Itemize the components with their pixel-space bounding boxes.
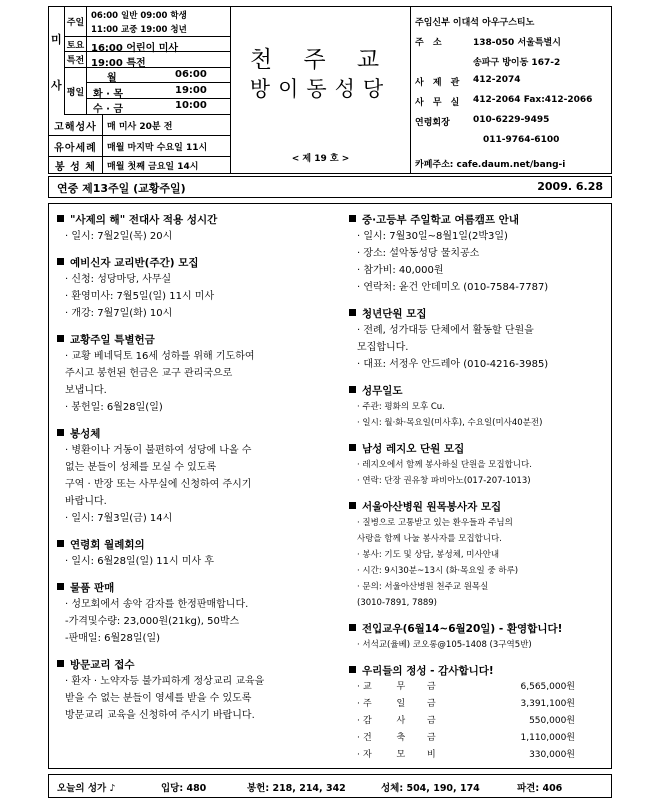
offering-row	[357, 696, 609, 713]
bullet-icon	[57, 258, 64, 265]
notice-section	[57, 657, 339, 724]
bullet-icon	[57, 215, 64, 222]
bullet-icon	[349, 386, 356, 393]
council-phone-1: 010-6229-9495	[473, 115, 550, 125]
notice-line: · 질병으로 고통받고 있는 환우들과 주님의	[357, 518, 513, 528]
date-bar	[48, 176, 612, 198]
notice-line: · 대표: 서정우 안드레아 (010-4216-3985)	[357, 359, 549, 370]
notice-line: · 신청: 성당마당, 사무실	[65, 274, 172, 285]
offering-amount: 6,565,000원	[520, 682, 575, 692]
notice-line: · 전례, 성가대등 단체에서 활동할 단원을	[357, 325, 534, 336]
offering-dot: ·	[357, 750, 360, 760]
special-label: 특전	[65, 52, 87, 67]
notice-line: · 일시: 7월2일(목) 20시	[65, 231, 173, 242]
offering-row	[357, 679, 609, 696]
offering-label: 비	[427, 750, 436, 760]
offering-key: 교 무	[363, 682, 417, 692]
notice-line: 사랑을 함께 나눌 봉사자를 모집합니다.	[357, 534, 502, 544]
weekday-day: 화 · 목	[93, 89, 124, 100]
notice-title	[57, 332, 339, 348]
offering-amount: 330,000원	[529, 750, 575, 760]
notice-title-text: 물품 판매	[70, 582, 115, 594]
bullet-icon	[349, 624, 356, 631]
notice-line: 주시고 봉헌된 헌금은 교구 관리국으로	[65, 368, 233, 379]
left-column	[57, 212, 339, 734]
saturday-mass-row	[65, 37, 231, 52]
offering-label: 금	[427, 716, 436, 726]
bullet-icon	[349, 309, 356, 316]
weekday-row-tue-thu	[87, 83, 231, 99]
bullet-icon	[57, 540, 64, 547]
notice-title	[57, 255, 339, 271]
offering-amount: 550,000원	[529, 716, 575, 726]
notice-title-text: 우리들의 정성 - 감사합니다!	[362, 665, 494, 677]
notice-line: · 레지오에서 함께 봉사하실 단원을 모집합니다.	[357, 460, 532, 470]
notice-section	[57, 332, 339, 416]
notice-title	[57, 212, 339, 228]
notice-line: (3010-7891, 7889)	[357, 598, 437, 608]
bulletin-header	[48, 6, 612, 174]
offering-key: 자 모	[363, 750, 417, 760]
notice-line: · 일시: 월·화·목요일(미사후), 수요일(미사40분전)	[357, 418, 543, 428]
hymn-entrance: 입당: 480	[161, 783, 207, 794]
council-key: 연령회장	[415, 118, 450, 128]
address-line1: 138-050 서울특별시	[473, 38, 561, 48]
notice-line: · 개강: 7월7일(화) 10시	[65, 308, 173, 319]
notice-line: · 봉사: 기도 및 상담, 봉성체, 미사안내	[357, 550, 500, 560]
offering-row	[357, 747, 609, 764]
sunday-line1: 06:00 일반 09:00 학생	[91, 11, 187, 21]
offering-amount: 3,391,100원	[520, 699, 575, 709]
notice-line: 보냅니다.	[65, 385, 107, 396]
offering-list	[349, 679, 609, 764]
confession-value: 매 미사 20분 전	[107, 122, 173, 132]
saturday-value: 16:00 어린이 미사	[91, 43, 179, 54]
weekday-label: 평일	[65, 68, 87, 114]
offering-row	[357, 713, 609, 730]
church-title-line2: 방이동성당	[249, 77, 392, 101]
notice-title-text: 전입교우(6월14~6월20일) - 환영합니다!	[362, 623, 563, 635]
notice-line: · 교황 베네딕토 16세 성하를 위해 기도하여	[65, 351, 255, 362]
notice-section	[349, 383, 609, 431]
anointing-value: 매월 첫째 금요일 14시	[107, 162, 199, 172]
title-box	[231, 7, 411, 173]
weekday-row-wed-fri	[87, 99, 231, 114]
bullet-icon	[349, 502, 356, 509]
offering-label: 금	[427, 682, 436, 692]
confession-label: 고해성사	[49, 115, 103, 135]
mass-side-label	[49, 7, 65, 115]
sunday-line2: 11:00 교중 19:00 청년	[91, 25, 187, 35]
offering-dot: ·	[357, 733, 360, 743]
notice-line: · 일시: 7월30일~8월1일(2박3일)	[357, 231, 508, 242]
notice-section	[349, 441, 609, 489]
notice-line: 방문교리 교육을 신청하여 주시기 바랍니다.	[65, 710, 255, 721]
bullet-icon	[349, 444, 356, 451]
notice-line: · 서석교(율베) 코오롱@105-1408 (3구역5반)	[357, 640, 532, 650]
notice-title	[57, 657, 339, 673]
council-phone-2: 011-9764-6100	[483, 135, 560, 145]
hymn-label: 오늘의 성가 ♪	[57, 783, 116, 794]
notice-title-text: 서울아산병원 원목봉사자 모집	[362, 501, 502, 513]
notice-title	[349, 212, 609, 228]
notice-line: · 환영미사: 7월5일(일) 11시 미사	[65, 291, 215, 302]
offering-key: 감 사	[363, 716, 417, 726]
infant-baptism-value: 매월 마지막 수요일 11시	[107, 143, 208, 153]
offering-amount: 1,110,000원	[520, 733, 575, 743]
hymn-footer	[48, 774, 612, 798]
notice-line: · 봉헌일: 6월28일(일)	[65, 402, 163, 413]
sunday-label: 주일	[65, 7, 87, 36]
notice-title	[57, 580, 339, 596]
confession-row	[49, 115, 231, 136]
notice-line: · 환자 · 노약자등 불가피하게 정상교리 교육을	[65, 676, 265, 687]
offering-dot: ·	[357, 682, 360, 692]
rectory-phone: 412-2074	[473, 75, 521, 85]
rectory-key: 사 제 관	[415, 78, 463, 88]
notice-line: · 병환이나 거동이 불편하여 성당에 나올 수	[65, 445, 252, 456]
bullet-icon	[57, 335, 64, 342]
issue-number: < 제 19 호 >	[291, 154, 350, 164]
notice-section	[349, 663, 609, 764]
notice-section	[349, 499, 609, 611]
notice-section	[57, 212, 339, 245]
notice-title	[349, 621, 609, 637]
church-title-line1: 천 주 교	[249, 47, 392, 73]
notice-line: · 주관: 평화의 모후 Cu.	[357, 402, 445, 412]
notice-line: · 시간: 9시30분~13시 (화·목요일 중 하루)	[357, 566, 519, 576]
notice-line: · 일시: 7월3일(금) 14시	[65, 513, 173, 524]
offering-label: 금	[427, 699, 436, 709]
notice-title-text: 방문교리 접수	[70, 659, 135, 671]
anointing-label: 봉 성 체	[49, 157, 103, 173]
notice-title-text: 청년단원 모집	[362, 308, 427, 320]
offering-row	[357, 730, 609, 747]
hymn-communion: 성체: 504, 190, 174	[381, 783, 480, 794]
address-key: 주 소	[415, 38, 445, 48]
notice-title-text: 예비신자 교리반(주간) 모집	[70, 257, 199, 269]
bulletin-date: 2009. 6.28	[537, 180, 603, 193]
address-line2: 송파구 방이동 167-2	[473, 58, 561, 68]
weekday-day: 수 · 금	[93, 104, 124, 115]
notice-line: 구역 · 반장 또는 사무실에 신청하여 주시기	[65, 479, 252, 490]
notice-line: 받을 수 없는 분들이 영세를 받을 수 있도록	[65, 693, 252, 704]
office-key: 사 무 실	[415, 98, 463, 108]
sunday-mass-row	[65, 7, 231, 37]
notice-title	[349, 383, 609, 399]
notice-line: 바랍니다.	[65, 496, 107, 507]
weekday-time: 10:00	[175, 100, 207, 111]
notice-line: · 일시: 6월28일(일) 11시 미사 후	[65, 556, 214, 567]
bullet-icon	[57, 583, 64, 590]
notice-line: · 문의: 서울아산병원 천주교 원목실	[357, 582, 489, 592]
notice-title-text: 중·고등부 주일학교 여름캠프 안내	[362, 214, 519, 226]
notice-line: · 성모회에서 송악 감자를 한정판매합니다.	[65, 599, 249, 610]
notice-title	[349, 306, 609, 322]
notice-section	[349, 212, 609, 296]
right-column	[349, 212, 609, 774]
infant-baptism-row	[49, 136, 231, 157]
mass-side-label-top: 미	[51, 33, 62, 46]
notice-title	[349, 663, 609, 679]
weekday-row-mon	[87, 68, 231, 83]
notice-title	[349, 499, 609, 515]
weekday-day: 월	[107, 73, 117, 84]
notice-line: · 연락처: 윤건 안데미오 (010-7584-7787)	[357, 282, 549, 293]
notice-line: · 참가비: 40,000원	[357, 265, 444, 276]
notice-title-text: "사제의 해" 전대사 적용 성시간	[70, 214, 218, 226]
notice-line: 모집합니다.	[357, 342, 409, 353]
offering-dot: ·	[357, 716, 360, 726]
notice-line: · 연락: 단장 권유창 파비아노(017-207-1013)	[357, 476, 531, 486]
weekday-time: 19:00	[175, 85, 207, 96]
notice-section	[57, 580, 339, 647]
mass-schedule	[49, 7, 231, 173]
notice-line: -판매일: 6월28일(일)	[65, 633, 161, 644]
special-value: 19:00 특전	[91, 58, 146, 69]
hymn-recessional: 파견: 406	[517, 783, 563, 794]
notices-box	[48, 203, 612, 769]
office-phone: 412-2064 Fax:412-2066	[473, 95, 593, 105]
hymn-offertory: 봉헌: 218, 214, 342	[247, 783, 346, 794]
special-mass-row	[65, 52, 231, 68]
bullet-icon	[349, 666, 356, 673]
notice-title-text: 교황주일 특별헌금	[70, 334, 155, 346]
liturgical-week: 연중 제13주일 (교황주일)	[57, 182, 186, 195]
offering-label: 금	[427, 733, 436, 743]
notice-title-text: 연령회 월례회의	[70, 539, 145, 551]
notice-line: -가격및수량: 23,000원(21kg), 50박스	[65, 616, 240, 627]
notice-title	[57, 537, 339, 553]
offering-dot: ·	[357, 699, 360, 709]
notice-section	[57, 426, 339, 527]
notice-line: 없는 분들이 성체를 모실 수 있도록	[65, 462, 217, 473]
anointing-row	[49, 157, 231, 173]
notice-section	[57, 537, 339, 570]
offering-key: 건 축	[363, 733, 417, 743]
bullet-icon	[57, 660, 64, 667]
notice-section	[57, 255, 339, 322]
bullet-icon	[349, 215, 356, 222]
notice-title	[57, 426, 339, 442]
mass-side-label-bottom: 사	[51, 79, 62, 92]
pastor-name: 주임신부 이대석 아우구스티노	[415, 18, 535, 28]
notice-section	[349, 621, 609, 653]
weekday-mass-row	[65, 68, 231, 115]
saturday-label: 토요	[65, 37, 87, 51]
notice-line: · 장소: 설악동성당 물치공소	[357, 248, 480, 259]
bullet-icon	[57, 429, 64, 436]
notice-section	[349, 306, 609, 373]
notice-title-text: 봉성체	[70, 428, 101, 440]
notice-title-text: 성무일도	[362, 385, 403, 397]
notice-title	[349, 441, 609, 457]
offering-key: 주 일	[363, 699, 417, 709]
weekday-time: 06:00	[175, 69, 207, 80]
infant-baptism-label: 유아세례	[49, 136, 103, 156]
notice-title-text: 남성 레지오 단원 모집	[362, 443, 465, 455]
cafe-address[interactable]: 카페주소: cafe.daum.net/bang-i	[415, 160, 566, 170]
